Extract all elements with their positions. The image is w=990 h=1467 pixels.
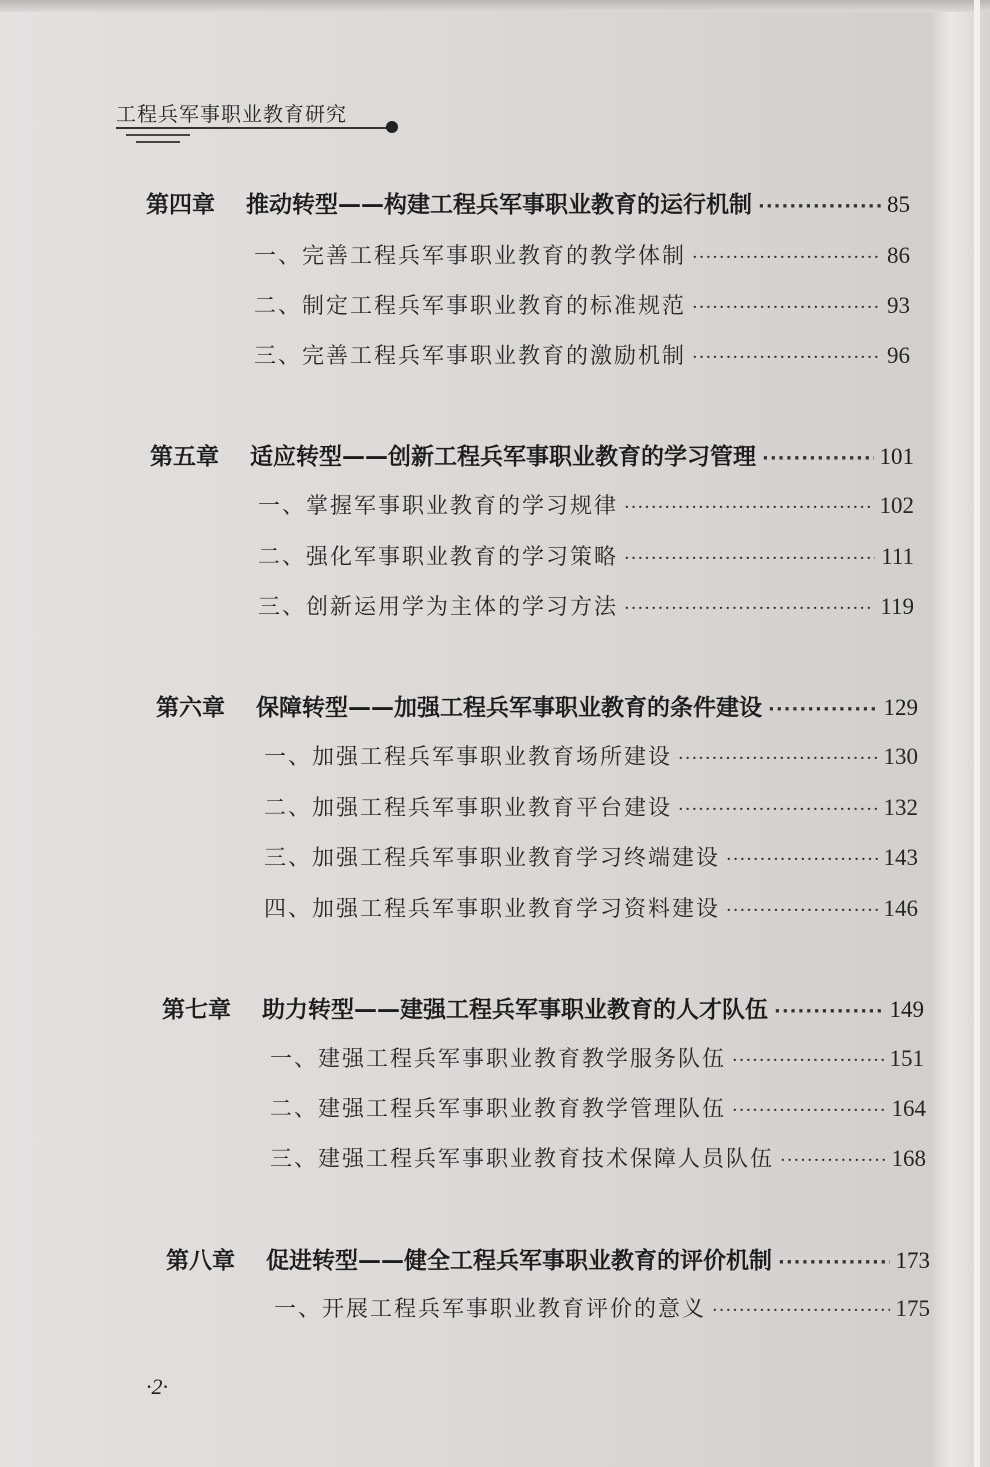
chapter-number: 第四章	[146, 192, 215, 218]
page-number: 96	[887, 343, 910, 368]
dot-leader	[726, 849, 877, 870]
page-number: 130	[883, 744, 918, 769]
page-number: 146	[883, 896, 918, 921]
page-number: 173	[895, 1248, 930, 1273]
running-head-ornament	[126, 134, 190, 136]
running-head: 工程兵军事职业教育研究	[116, 102, 347, 126]
section-title: 一、开展工程兵军事职业教育评价的意义	[274, 1297, 707, 1322]
chapter-number: 第七章	[162, 997, 231, 1023]
page-number: 143	[883, 845, 918, 870]
chapter-number: 第五章	[150, 444, 219, 470]
chapter-number: 第八章	[166, 1248, 235, 1274]
page-top-edge	[0, 0, 990, 12]
running-head-ornament	[136, 141, 180, 143]
toc-section	[258, 489, 914, 520]
dot-leader	[732, 1050, 883, 1071]
section-title: 三、完善工程兵军事职业教育的激励机制	[254, 344, 687, 369]
page-number: 168	[891, 1146, 926, 1171]
page-right-edge	[974, 0, 980, 1467]
dot-leader	[768, 699, 878, 720]
page-number: 151	[889, 1046, 924, 1071]
dot-leader	[678, 748, 877, 769]
page-number: 86	[887, 243, 910, 268]
page-number: 149	[889, 997, 924, 1022]
dot-leader	[692, 297, 881, 318]
dot-leader	[732, 1100, 885, 1121]
section-title: 一、完善工程兵军事职业教育的教学体制	[254, 244, 687, 269]
dot-leader	[712, 1300, 889, 1321]
dot-leader	[624, 598, 874, 619]
page-number: 93	[887, 293, 910, 318]
dot-leader	[624, 548, 875, 569]
dot-leader	[762, 448, 874, 469]
section-title: 一、加强工程兵军事职业教育场所建设	[264, 745, 673, 770]
toc-section	[270, 1092, 926, 1123]
chapter-title: 保障转型——加强工程兵军事职业教育的条件建设	[256, 695, 762, 721]
dot-leader	[678, 799, 877, 820]
dot-leader	[774, 1001, 884, 1022]
section-title: 二、建强工程兵军事职业教育教学管理队伍	[270, 1097, 727, 1122]
toc-section	[254, 239, 910, 270]
page-number: 85	[887, 192, 910, 217]
toc-section	[258, 590, 914, 621]
toc-section	[258, 540, 914, 571]
dot-leader	[778, 1252, 890, 1273]
dot-leader	[726, 900, 877, 921]
chapter-title: 促进转型——健全工程兵军事职业教育的评价机制	[266, 1248, 772, 1274]
toc-chapter	[150, 438, 914, 471]
page-number: 119	[880, 594, 914, 619]
page-number: 129	[883, 695, 918, 720]
page-number: 175	[895, 1296, 930, 1321]
chapter-title: 助力转型——建强工程兵军事职业教育的人才队伍	[262, 997, 768, 1023]
toc-chapter	[146, 186, 910, 219]
dot-leader	[692, 347, 881, 368]
dot-leader	[692, 247, 881, 268]
page-number: 101	[879, 444, 914, 469]
toc-section	[264, 841, 918, 872]
running-head-dot	[386, 121, 398, 133]
toc-section	[270, 1142, 926, 1173]
toc-section	[264, 791, 918, 822]
page-number: 102	[879, 493, 914, 518]
section-title: 四、加强工程兵军事职业教育学习资料建设	[264, 897, 721, 922]
toc-section	[254, 339, 910, 370]
section-title: 三、加强工程兵军事职业教育学习终端建设	[264, 846, 721, 871]
chapter-title: 适应转型——创新工程兵军事职业教育的学习管理	[250, 444, 756, 470]
page-number: 164	[891, 1096, 926, 1121]
section-title: 三、创新运用学为主体的学习方法	[258, 595, 619, 620]
toc-section	[270, 1042, 924, 1073]
section-title: 一、掌握军事职业教育的学习规律	[258, 494, 619, 519]
section-title: 二、加强工程兵军事职业教育平台建设	[264, 796, 673, 821]
section-title: 二、制定工程兵军事职业教育的标准规范	[254, 294, 687, 319]
page-number: 132	[883, 795, 918, 820]
section-title: 三、建强工程兵军事职业教育技术保障人员队伍	[270, 1147, 775, 1172]
dot-leader	[780, 1150, 885, 1171]
toc-section	[264, 740, 918, 771]
toc-chapter	[166, 1242, 930, 1275]
toc-section	[254, 289, 910, 320]
chapter-title: 推动转型——构建工程兵军事职业教育的运行机制	[246, 192, 752, 218]
toc-section	[274, 1292, 930, 1323]
page-number-footer: ·2·	[146, 1374, 168, 1399]
page-number: 111	[881, 544, 914, 569]
toc-chapter	[162, 991, 924, 1024]
dot-leader	[758, 196, 881, 217]
running-head-rule	[116, 127, 392, 129]
section-title: 二、强化军事职业教育的学习策略	[258, 545, 619, 570]
toc-chapter	[156, 689, 918, 722]
section-title: 一、建强工程兵军事职业教育教学服务队伍	[270, 1047, 727, 1072]
chapter-number: 第六章	[156, 695, 225, 721]
dot-leader	[624, 497, 873, 518]
toc-section	[264, 892, 918, 923]
